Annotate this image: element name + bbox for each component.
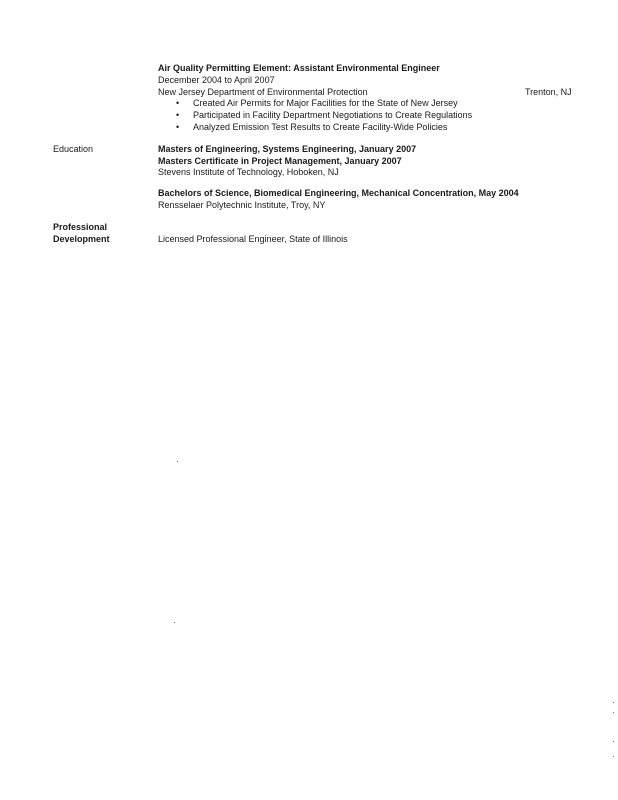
scan-speck [613, 741, 614, 742]
professional-heading-line2: Development [53, 234, 110, 244]
degree-bachelors: Bachelors of Science, Biomedical Engineering, Mechanical Concentration, May 2004 [158, 188, 519, 198]
scan-speck [174, 622, 175, 623]
degree-masters-certificate: Masters Certificate in Project Management, January 2007 [158, 156, 402, 166]
degree-masters-engineering: Masters of Engineering, Systems Engineering, January 2007 [158, 144, 417, 154]
bullet-icon: • [176, 98, 180, 108]
education-heading: Education [53, 144, 94, 154]
job-bullet-1: Created Air Permits for Major Facilities for the State of New Jersey [193, 98, 458, 108]
scan-speck [177, 461, 178, 462]
school-rensselaer: Rensselaer Polytechnic Institute, Troy, NY [158, 200, 326, 210]
job-bullet-3: Analyzed Emission Test Results to Create Facility-Wide Policies [193, 122, 448, 132]
school-stevens: Stevens Institute of Technology, Hoboken, NJ [158, 167, 339, 177]
bullet-icon: • [176, 110, 180, 120]
job-employer: New Jersey Department of Environmental Protection [158, 87, 368, 97]
professional-heading-line1: Professional [53, 222, 108, 232]
scan-speck [613, 756, 614, 757]
job-dates: December 2004 to April 2007 [158, 75, 275, 85]
license-item: Licensed Professional Engineer, State of Illinois [158, 234, 348, 244]
scan-speck [613, 712, 614, 713]
job-location: Trenton, NJ [525, 87, 572, 97]
job-title: Air Quality Permitting Element: Assistant Environmental Engineer [158, 63, 440, 73]
job-bullet-2: Participated in Facility Department Negotiations to Create Regulations [193, 110, 473, 120]
bullet-icon: • [176, 122, 180, 132]
scan-speck [613, 702, 614, 703]
